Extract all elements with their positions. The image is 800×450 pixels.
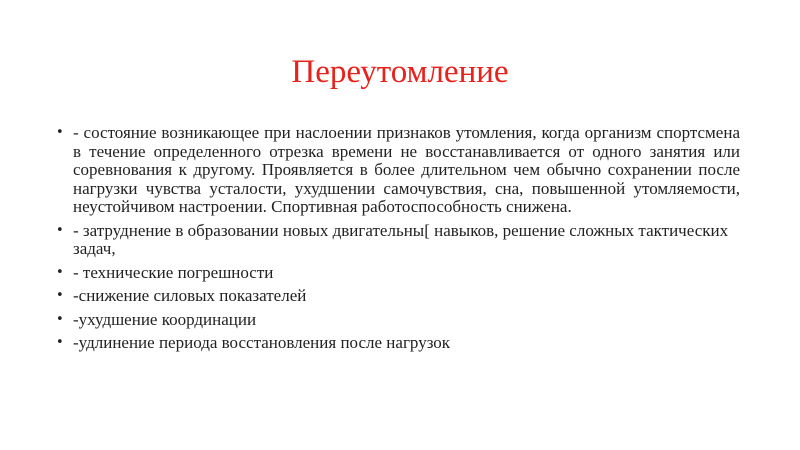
bullet-icon: • xyxy=(56,125,64,140)
bullet-icon: • xyxy=(56,335,64,350)
list-item-text: - затруднение в образовании новых двигательны[ навыков, решение сложных тактических задач, xyxy=(73,220,729,258)
bullet-icon: • xyxy=(56,264,64,280)
list-item xyxy=(50,334,740,353)
list-item xyxy=(50,311,740,330)
list-item-text: -удлинение периода восстановления после нагрузок xyxy=(73,333,451,352)
slide-title: Переутомление xyxy=(291,54,509,90)
bullet-icon: • xyxy=(56,311,64,327)
list-item-text: - технические погрешности xyxy=(73,262,274,282)
list-item-text: -снижение силовых показателей xyxy=(73,286,307,305)
list-item xyxy=(50,264,740,283)
list-item-text: - состояние возникающее при наслоении признаков утомления, когда организм спортсмена в течение определенного отрезка времени не восстанавливается от одного занятия или соревнования к другому. Проявляется в более длительном чем обычно сохранении после нагрузки чувства усталости, ухудшении самочувствия, сна, повышенной утомляемости, неустойчивом настроении. Спортивная работоспособность снижена. xyxy=(73,123,740,216)
list-item xyxy=(50,124,740,217)
list-item xyxy=(50,222,740,259)
bullet-list xyxy=(50,124,740,358)
list-item xyxy=(50,287,740,306)
list-item-text: -ухудшение координации xyxy=(73,309,257,329)
bullet-icon: • xyxy=(56,222,64,238)
bullet-icon: • xyxy=(56,288,64,303)
